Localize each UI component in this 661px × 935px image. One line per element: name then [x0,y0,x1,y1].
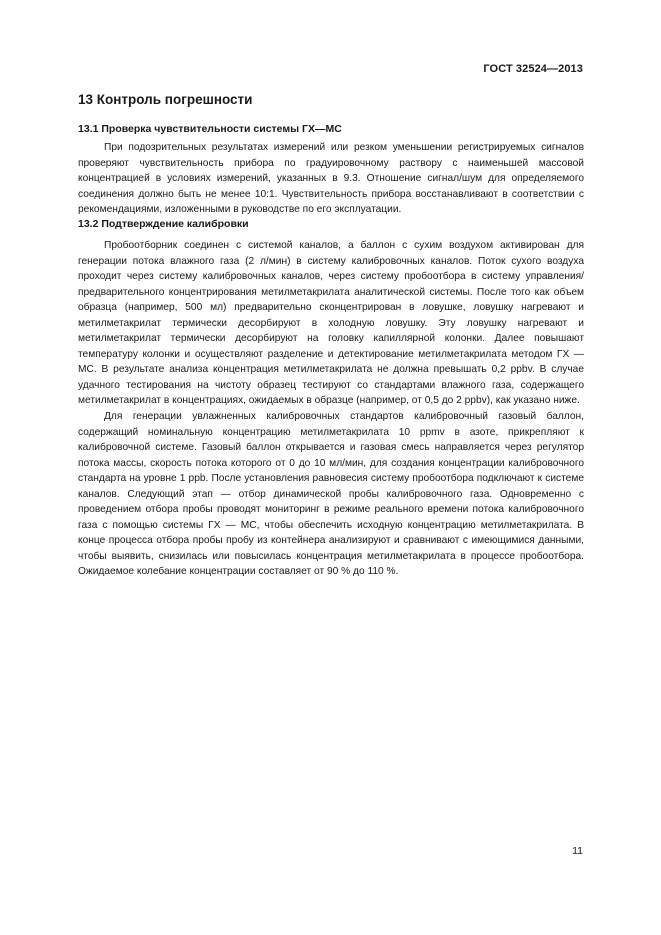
section-title: 13 Контроль погрешности [78,92,253,107]
paragraph: Пробоотборник соединен с системой каналов, а баллон с сухим воздухом активирован для генерации потока влажного газа (2 л/мин) в систему калибровочных каналов. Поток сухого воздуха проходит через систему калибровочных каналов, через систему пробоотбора в систему управления/предварительного концентрирования метилметакрилата аналитической системы. После того как объем образца (например, 500 мл) предварительно сконцентрирован в ловушке, ловушку нагревают и метилметакрилат термически десорбируют в холодную ловушку. Эту ловушку нагревают и метилметакрилат термически десорбируют на головку капиллярной колонки. Далее повышают температуру колонки и осуществляют разделение и детектирование метилметакрилата методом ГХ — МС. В результате анализа концентрация метилметакрилата не должна превышать 0,2 ppbv. В случае удачного тестирования на чистоту образец тестируют со стандартами влажного газа, содержащего метилметакрилат в концентрациях, ожидаемых в образце (например, от 0,5 до 2 ppbv), как указано ниже. [78,240,584,407]
subsection-title-13-1: 13.1 Проверка чувствительности системы ГХ—МС [78,123,342,135]
paragraph: Для генерации увлажненных калибровочных стандартов калибровочный газовый баллон, содержащий номинальную концентрацию метилметакрилата 10 ppmv в азоте, прикрепляют к калибровочной системе. Газовый баллон открывается и газовая смесь направляется через регулятор потока массы, скорость потока которого от 0 до 10 мл/мин, для создания концентрации калибровочного стандарта на уровне 1 ppb. После установления равновесия систему пробоотбора подключают к системе каналов. Следующий этап — отбор динамической пробы калибровочного газа. Одновременно с проведением отбора пробы проводят мониторинг в режиме реального времени потока калибровочного газа с помощью системы ГХ — МС, чтобы обеспечить исходную концентрацию метилметакрилата. В конце процесса отбора пробы пробу из контейнера анализируют и сравнивают с имеющимися данными, чтобы выявить, снизилась или повысилась концентрация метилметакрилата в процессе пробоотбора. Ожидаемое колебание концентрации составляет от 90 % до 110 %. [78,411,584,578]
page-number: 11 [572,845,583,857]
subsection-body-13-2 [78,238,584,580]
document-code: ГОСТ 32524—2013 [483,63,583,75]
subsection-body-13-1 [78,140,584,218]
subsection-title-13-2: 13.2 Подтверждение калибровки [78,218,249,230]
paragraph: При подозрительных результатах измерений или резком уменьшении регистрируемых сигналов проверяют чувствительность прибора по градуировочному раствору с наименьшей массовой концентрацией в условиях измерений, указанных в 9.3. Отношение сигнал/шум для определяемого соединения должно быть не менее 10:1. Чувствительность прибора восстанавливают в соответствии с рекомендациями, изложенными в руководстве по его эксплуатации. [78,142,584,216]
